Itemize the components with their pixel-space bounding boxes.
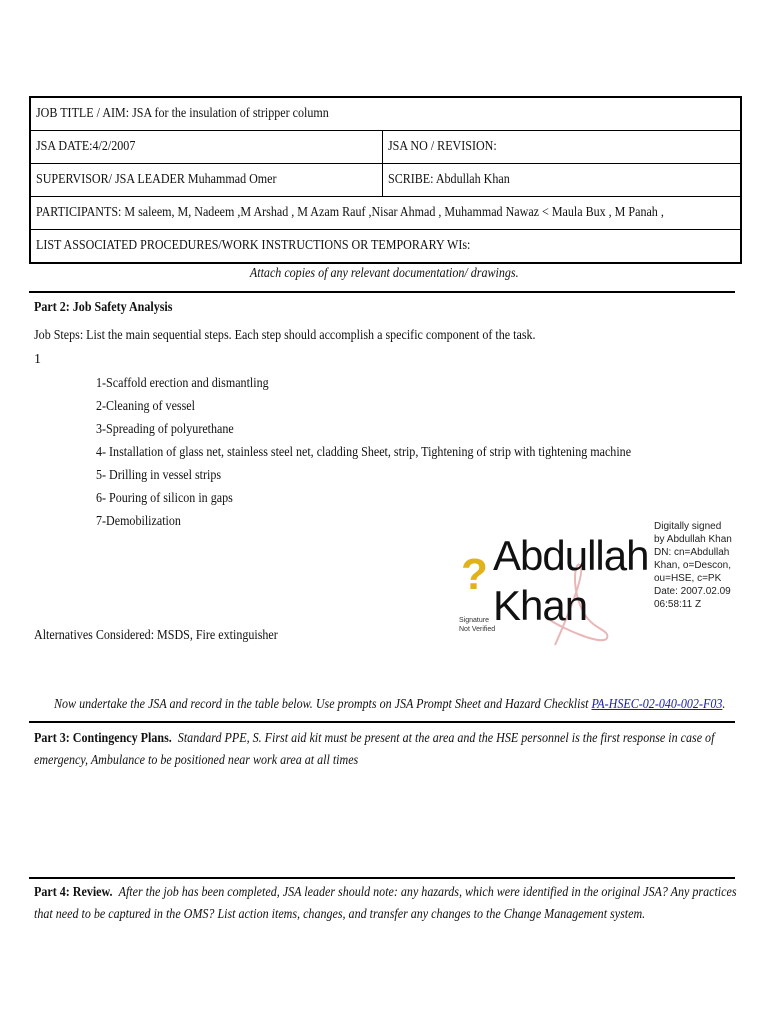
attach-note: Attach copies of any relevant documentation/ drawings.: [249, 266, 519, 281]
job-steps-list: [96, 372, 718, 533]
part3-title: Part 3: Contingency Plans.: [34, 731, 172, 746]
part4-title: Part 4: Review.: [34, 885, 113, 900]
participants-row: [31, 196, 740, 229]
signature-name-last: Khan: [493, 582, 588, 629]
job-step-item: 4- Installation of glass net, stainless steel net, cladding Sheet, strip, Tightening of strip with tightening machine: [96, 445, 632, 460]
step-number: 1: [34, 352, 41, 367]
signature-name-first: Abdullah: [493, 532, 649, 579]
job-steps-intro: Job Steps: List the main sequential steps. Each step should accomplish a specific component of the task.: [34, 328, 536, 343]
job-step-item: 2-Cleaning of vessel: [96, 399, 195, 414]
job-step-item: 1-Scaffold erection and dismantling: [96, 376, 269, 391]
job-step-item: 3-Spreading of polyurethane: [96, 422, 234, 437]
procedures-row: [31, 229, 740, 262]
jsa-header-table: [29, 96, 742, 264]
prompt-note: Now undertake the JSA and record in the table below. Use prompts on JSA Prompt Sheet and Hazard Checklist: [54, 697, 592, 712]
job-title-row: [31, 98, 740, 130]
prompt-note-suffix: .: [722, 697, 726, 712]
signature-details: [654, 520, 732, 611]
jsa-number-text: JSA NO / REVISION:: [388, 139, 497, 154]
participants-text: PARTICIPANTS: M saleem, M, Nadeem ,M Arshad , M Azam Rauf ,Nisar Ahmad , Muhammad Nawaz < Maula Bux , M Panah ,: [36, 205, 664, 220]
job-step-item: 7-Demobilization: [96, 514, 181, 529]
part3-line1: Standard PPE, S. First aid kit must be present at the area and the HSE personnel is the first response in case of: [177, 731, 715, 746]
procedures-text: LIST ASSOCIATED PROCEDURES/WORK INSTRUCTIONS OR TEMPORARY WIs:: [36, 238, 471, 253]
signature-detail-line: DN: cn=Abdullah: [654, 547, 730, 558]
signature-detail-line: 06:58:11 Z: [654, 599, 702, 610]
job-step-item: 6- Pouring of silicon in gaps: [96, 491, 233, 506]
job-step-item: 5- Drilling in vessel strips: [96, 468, 222, 483]
jsa-date-row: [31, 130, 740, 163]
job-title-text: JOB TITLE / AIM: JSA for the insulation of stripper column: [36, 106, 329, 121]
section-divider: [29, 877, 735, 879]
signature-detail-line: Khan, o=Descon,: [654, 560, 731, 571]
signature-unverified-label: Not Verified: [459, 626, 496, 633]
part3-line2: emergency, Ambulance to be positioned near work area at all times: [34, 753, 359, 768]
part4-line2: that need to be captured in the OMS? List action items, changes, and transfer any changes to the Change Management system.: [34, 907, 646, 922]
part4-line1: After the job has been completed, JSA leader should note: any hazards, which were identified in the original JSA? Any practices: [118, 885, 737, 900]
signature-unverified-icon: ?: [461, 550, 488, 599]
signature-detail-line: ou=HSE, c=PK: [654, 573, 722, 584]
signature-detail-line: Date: 2007.02.09: [654, 586, 731, 597]
section-divider: [29, 721, 735, 723]
part2-title: Part 2: Job Safety Analysis: [34, 300, 173, 315]
alternatives-considered: Alternatives Considered: MSDS, Fire extinguisher: [34, 628, 278, 643]
section-divider: [29, 291, 735, 293]
supervisor-row: [31, 163, 740, 196]
digital-signature[interactable]: [455, 520, 745, 650]
signature-detail-line: by Abdullah Khan: [654, 534, 732, 545]
signature-unverified-label: Signature: [459, 617, 489, 624]
hazard-checklist-link[interactable]: PA-HSEC-02-040-002-F03: [591, 697, 723, 712]
jsa-date-text: JSA DATE:4/2/2007: [36, 139, 136, 154]
supervisor-text: SUPERVISOR/ JSA LEADER Muhammad Omer: [36, 172, 277, 187]
scribe-text: SCRIBE: Abdullah Khan: [388, 172, 510, 187]
signature-detail-line: Digitally signed: [654, 521, 722, 532]
